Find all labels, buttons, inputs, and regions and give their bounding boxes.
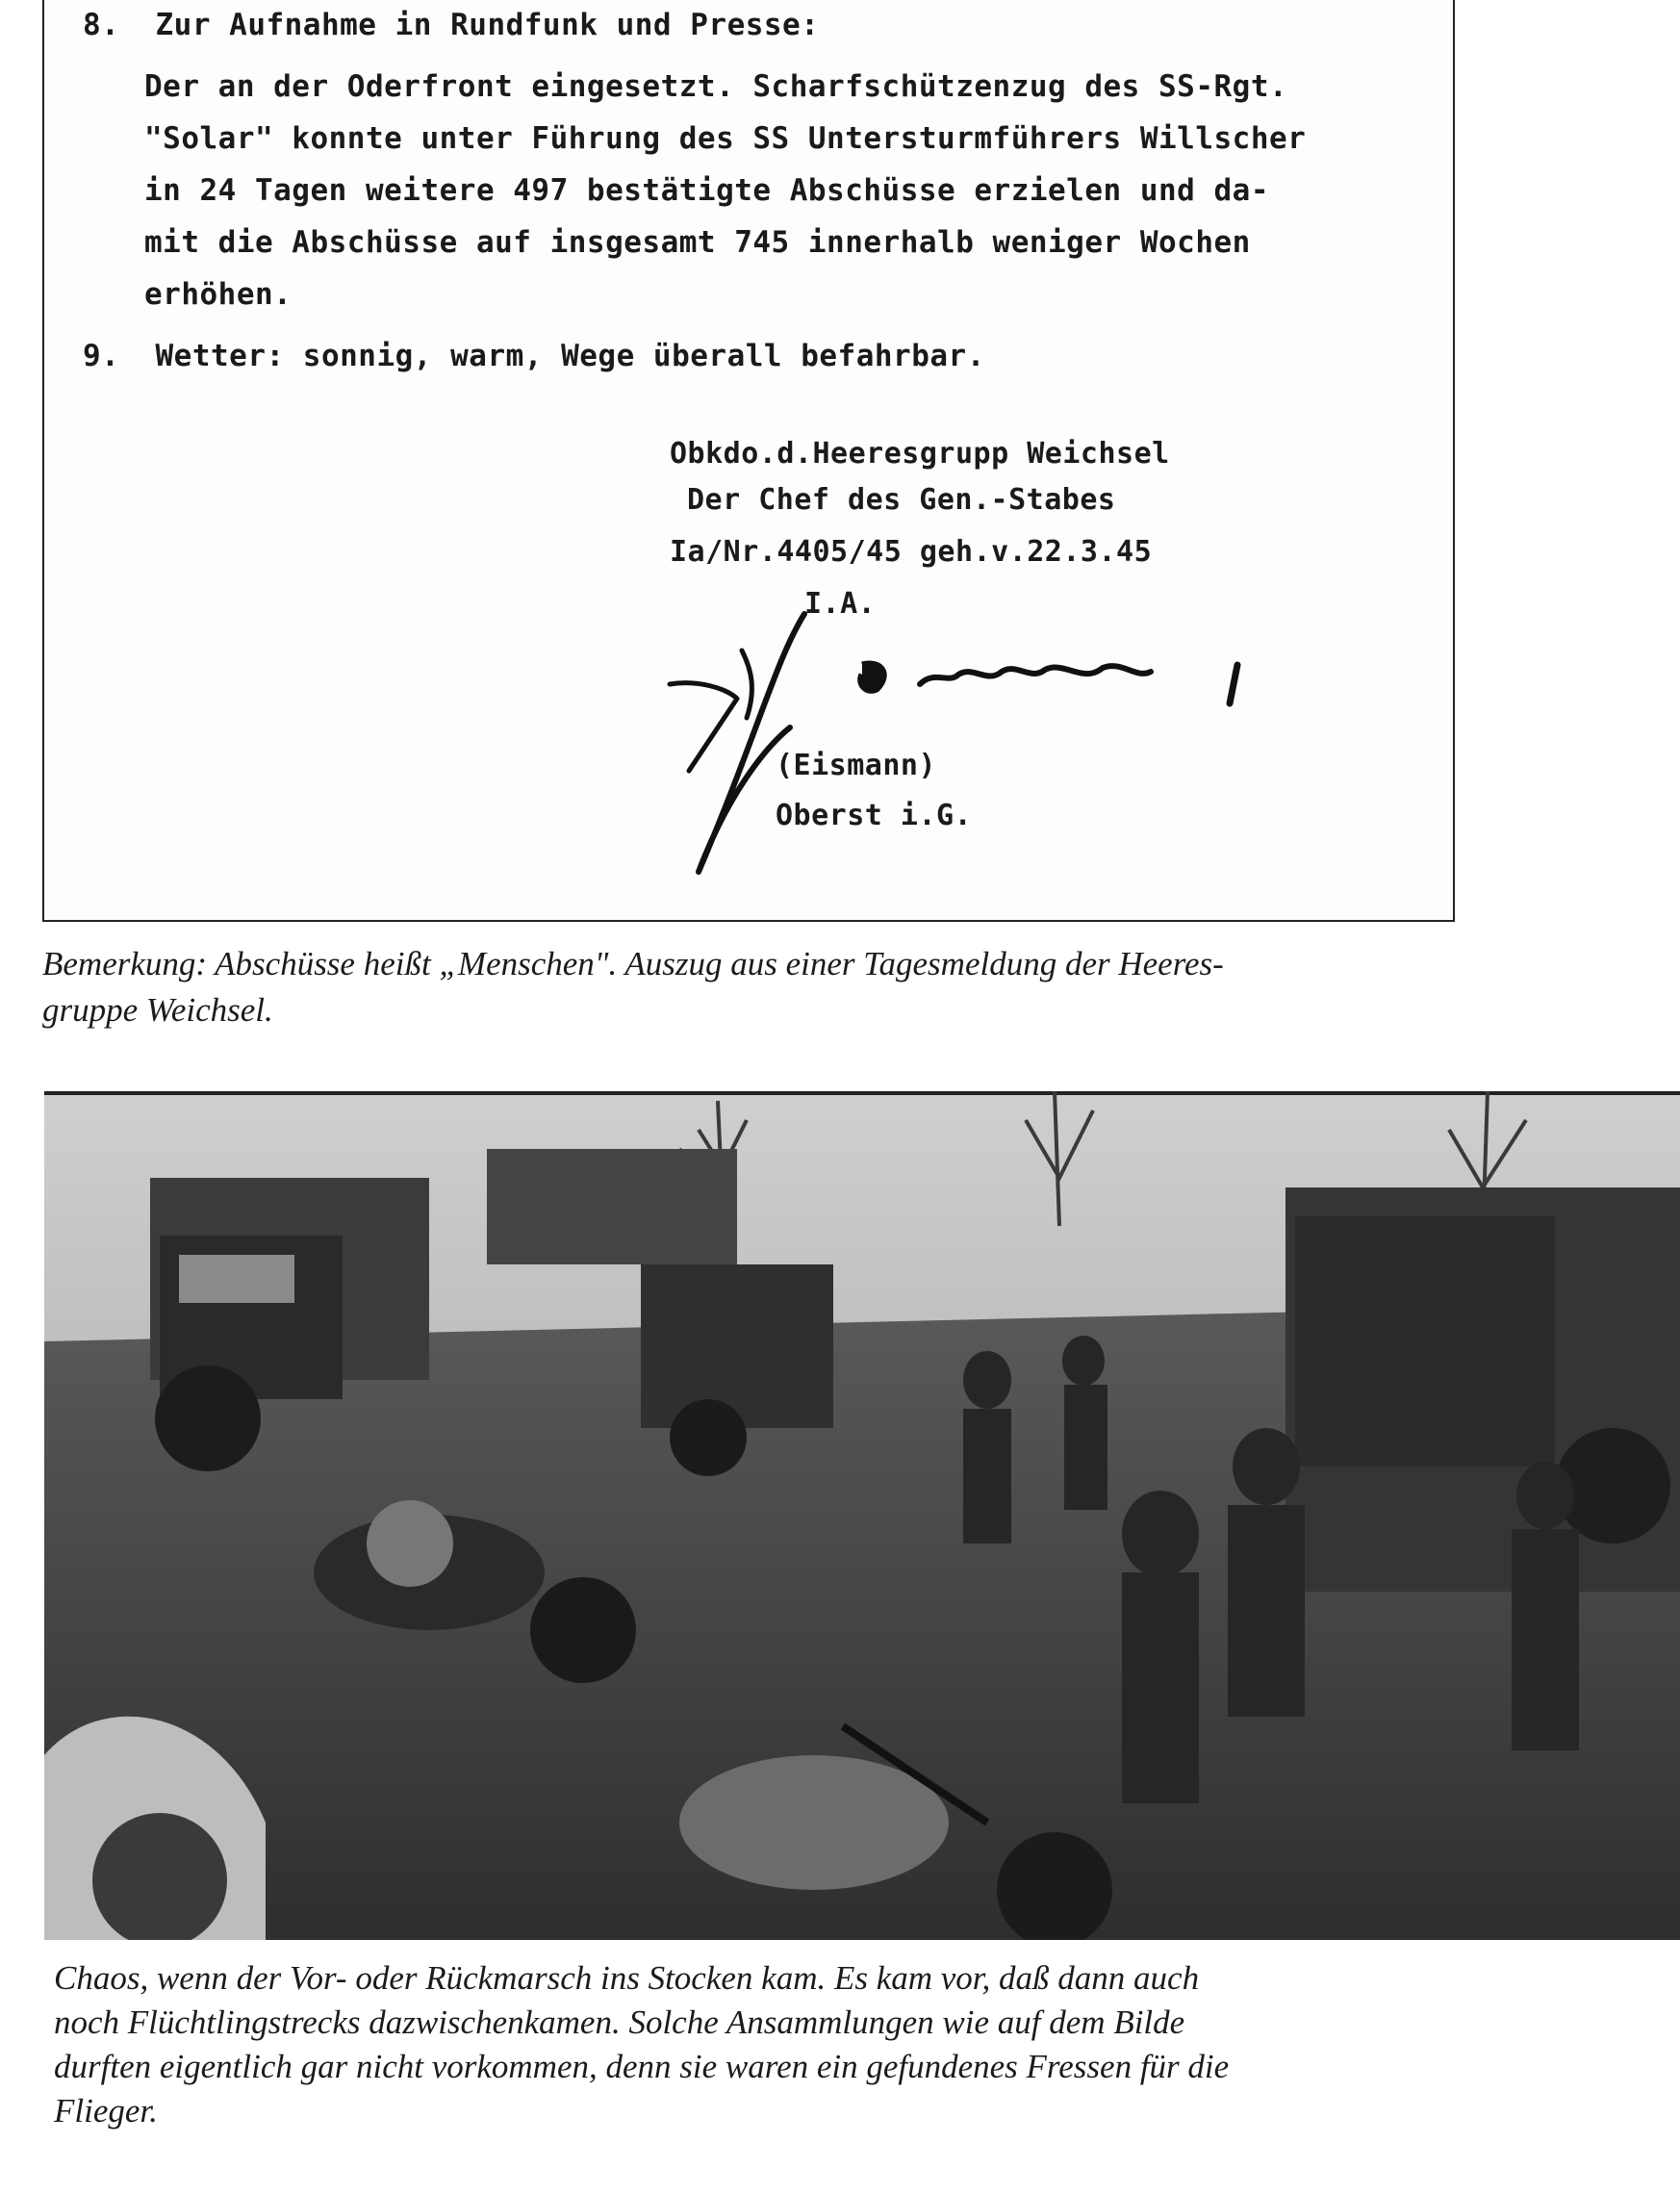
handwritten-signature <box>660 593 1324 881</box>
item-8-heading-row <box>83 8 819 42</box>
photo-caption-line: Chaos, wenn der Vor- oder Rückmarsch ins Stocken kam. Es kam vor, daß dann auch <box>54 1959 1200 1997</box>
item-8-line: Der an der Oderfront eingesetzt. Scharfschützenzug des SS-Rgt. <box>144 69 1288 104</box>
signature-line-3: Ia/Nr.4405/45 geh.v.22.3.45 <box>670 535 1153 569</box>
item-8-line: erhöhen. <box>144 277 293 312</box>
item-8-line: in 24 Tagen weitere 497 bestätigte Abschüsse erzielen und da- <box>144 173 1269 208</box>
photo-caption-line: durften eigentlich gar nicht vorkommen, denn sie waren ein gefundenes Fressen für die <box>54 2048 1230 2085</box>
convoy-photo-illustration <box>44 1091 1680 1940</box>
typewritten-document <box>42 0 1455 922</box>
signer-rank: Oberst i.G. <box>776 799 973 832</box>
signature-line-1: Obkdo.d.Heeresgrupp Weichsel <box>670 437 1170 471</box>
document-caption-line: gruppe Weichsel. <box>42 991 273 1029</box>
item-9-row <box>83 339 985 373</box>
signature-line-4: I.A. <box>804 587 877 621</box>
historic-photograph <box>44 1091 1680 1940</box>
item-number: 9. <box>83 339 120 373</box>
photo-caption-line: noch Flüchtlingstrecks dazwischenkamen. Solche Ansammlungen wie auf dem Bilde <box>54 2003 1185 2041</box>
weather-text: Wetter: sonnig, warm, Wege überall befahrbar. <box>155 339 985 373</box>
signature-line-2: Der Chef des Gen.-Stabes <box>687 483 1116 517</box>
item-heading: Zur Aufnahme in Rundfunk und Presse: <box>155 8 820 42</box>
item-number: 8. <box>83 8 120 42</box>
photo-caption-line: Flieger. <box>54 2092 158 2130</box>
item-8-line: "Solar" konnte unter Führung des SS Untersturmführers Willscher <box>144 121 1307 156</box>
signer-name: (Eismann) <box>776 749 937 782</box>
item-8-line: mit die Abschüsse auf insgesamt 745 innerhalb weniger Wochen <box>144 225 1251 260</box>
document-caption-line: Bemerkung: Abschüsse heißt „Menschen". Auszug aus einer Tagesmeldung der Heeres- <box>42 945 1224 982</box>
